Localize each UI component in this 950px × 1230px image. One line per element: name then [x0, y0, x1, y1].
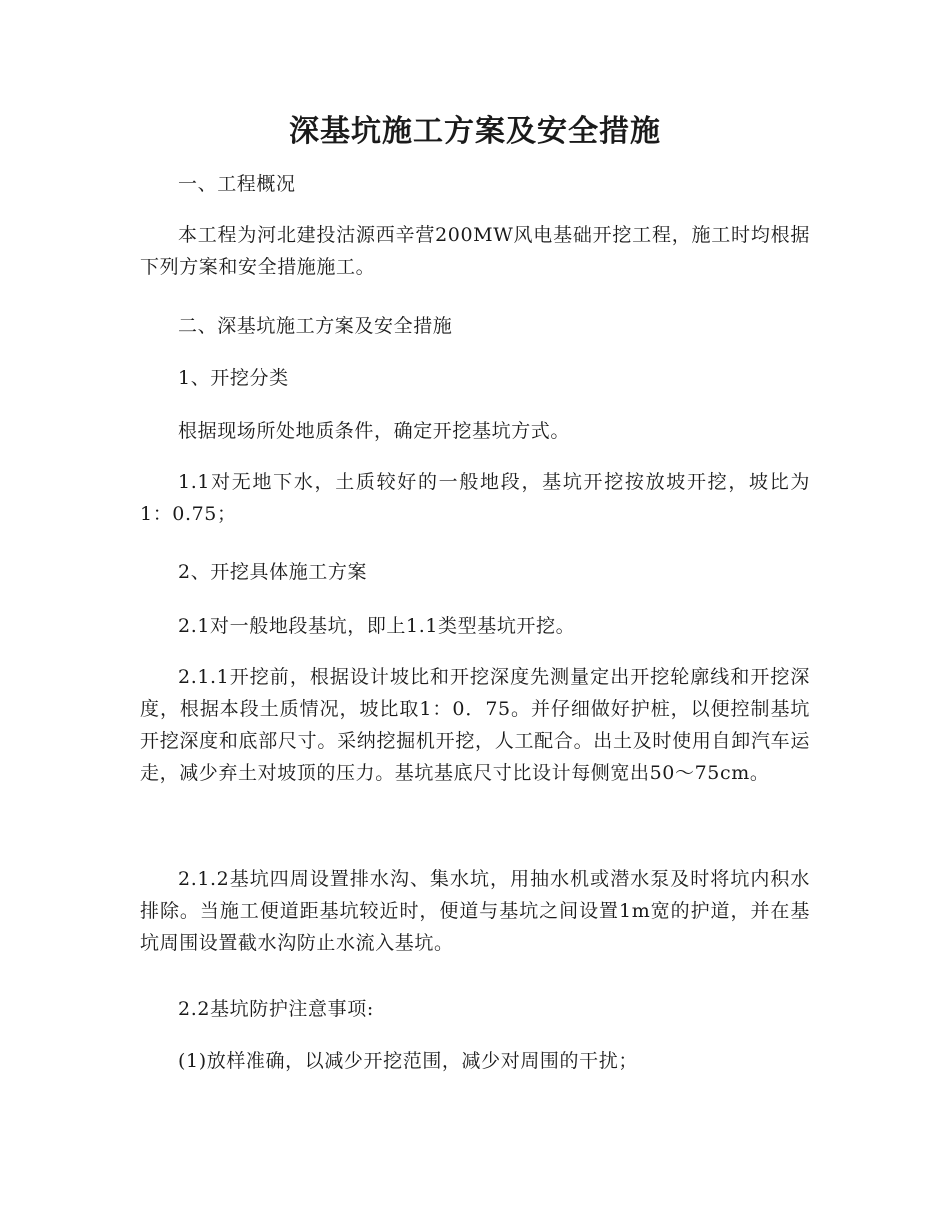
section-heading-plan: 二、深基坑施工方案及安全措施 [178, 315, 453, 337]
paragraph-classification: 根据现场所处地质条件，确定开挖基坑方式。 [178, 420, 571, 442]
paragraph-2-1-1: 2.1.1开挖前，根据设计坡比和开挖深度先测量定出开挖轮廓线和开挖深度，根据本段土质情况，坡比取1：0．75。并仔细做好护桩，以便控制基坑开挖深度和底部尺寸。采纳挖掘机开挖，人工配合。出土及时使用自卸汽车运走，减少弃土对坡顶的压力。基坑基底尺寸比设计每侧宽出50～75cm。 [140, 666, 810, 784]
paragraph-2-1: 2.1对一般地段基坑，即上1.1类型基坑开挖。 [178, 615, 576, 637]
subsection-heading-classification: 1、开挖分类 [178, 367, 289, 389]
paragraph-1-1: 1.1对无地下水，土质较好的一般地段，基坑开挖按放坡开挖，坡比为1：0.75； [140, 471, 810, 525]
paragraph-project-description: 本工程为河北建投沽源西辛营200MW风电基础开挖工程，施工时均根据下列方案和安全措施施工。 [140, 224, 810, 278]
paragraph-2-2: 2.2基坑防护注意事项: [178, 998, 374, 1020]
section-heading-overview: 一、工程概况 [178, 173, 296, 195]
paragraph-2-1-2: 2.1.2基坑四周设置排水沟、集水坑，用抽水机或潜水泵及时将坑内积水排除。当施工便道距基坑较近时，便道与基坑之间设置1m宽的护道，并在基坑周围设置截水沟防止水流入基坑。 [140, 868, 810, 954]
subsection-heading-plan-details: 2、开挖具体施工方案 [178, 561, 368, 583]
document-title: 深基坑施工方案及安全措施 [289, 114, 661, 149]
paragraph-item-1: (1)放样准确，以减少开挖范围，减少对周围的干扰； [178, 1050, 638, 1072]
